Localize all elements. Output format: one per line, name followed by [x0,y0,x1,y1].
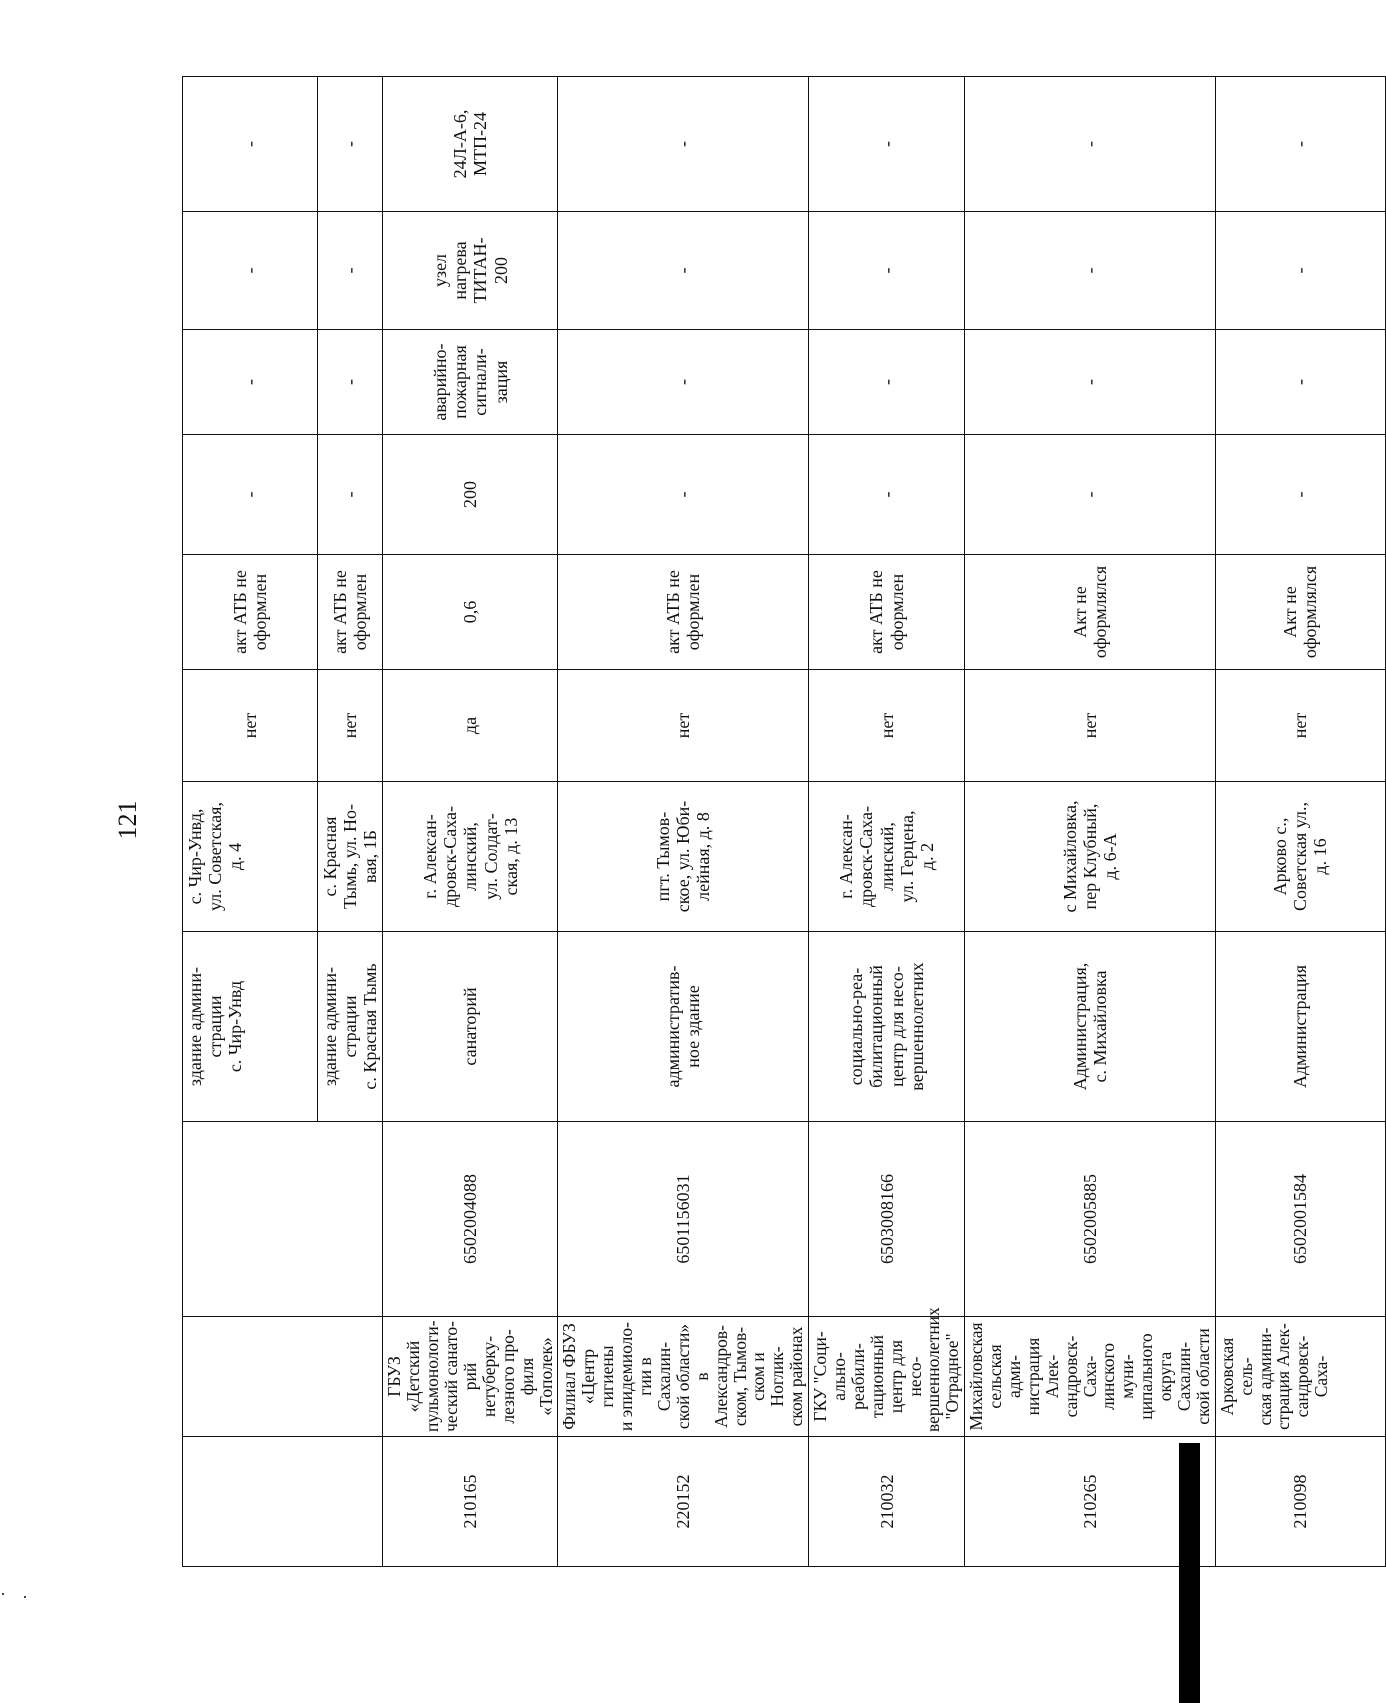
table-row [1215,77,1385,1567]
cell-line: акт АТБ не [663,570,684,654]
cell-line: с Михайловка, [1059,800,1080,913]
cell-line: Тымь, ул. Но- [340,804,361,909]
cell-alarm [383,330,558,435]
table-row [558,77,809,1567]
cell-line: ское, ул. Юби- [673,800,694,913]
cell-inn: 6503008166 [809,1122,965,1317]
cell-line: страция Алек- [1273,1323,1294,1430]
cell-line: линский, [876,822,897,891]
cell-line: акт АТБ не [866,570,887,654]
cell-line: Арково с., [1270,817,1291,896]
cell-line: филя «Тополек» [516,1337,556,1416]
scan-edge-bar [1179,1443,1200,1703]
cell-line: с. Красная Тымь [360,963,381,1090]
cell-alarm: - [1215,330,1385,435]
cell-line: г. Алексан- [420,814,441,899]
cell-line: в Александров- [691,1325,731,1428]
cell-line: пульмонологи- [422,1320,443,1432]
table-body [183,77,1386,1567]
cell-object [183,932,318,1122]
cell-line: д. 4 [225,842,246,871]
cell-line: рий нетуберку- [460,1335,499,1418]
cell-line: билитационный [866,965,887,1088]
cell-line: вершеннолетних [923,1307,944,1432]
cell-flag: нет [965,670,1216,782]
cell-line: ГБУЗ «Детский [384,1340,424,1413]
cell-line: нагрева [450,241,471,300]
cell-line: сельская адми- [985,1344,1024,1409]
cell-line: ской области [1192,1328,1213,1425]
cell-line: административ- [663,965,684,1088]
cell-line: Акт не [1280,586,1301,638]
cell-equip: - [1215,77,1385,212]
cell-power: - [558,435,809,555]
cell-line: «Центр гигиены [578,1345,618,1408]
cell-line: сандровск-Саха- [1060,1335,1100,1418]
cell-line: санаторий [460,987,481,1066]
cell-heat: - [558,212,809,330]
cell-line: оформлялся [1300,565,1321,659]
cell-line: гии в Сахалин- [635,1341,674,1412]
cell-line: Акт не [1069,586,1090,638]
cell-line: пер Клубный, [1079,803,1100,910]
cell-line: д. 2 [916,842,937,871]
cell-line: ская, д. 13 [500,817,521,896]
cell-alarm: - [318,330,383,435]
cell-equip: - [318,77,383,212]
cell-alarm: - [965,330,1216,435]
cell-line: Филиал ФБУЗ [559,1323,580,1430]
cell-inn: 6502004088 [383,1122,558,1317]
cell-line: с. Михайловка [1089,970,1110,1083]
cell-line: г. Алексан- [836,814,857,899]
cell-act [183,555,318,670]
cell-line: ГКУ "Соци- [810,1331,831,1422]
cell-line: линский, [460,822,481,891]
cell-code [183,1437,383,1567]
scan-mark [24,1596,26,1598]
cell-object [383,932,558,1122]
cell-line: пгт. Тымов- [653,811,674,902]
cell-line: ул. Герцена, [896,810,917,903]
cell-line: 0,6 [460,600,481,624]
cell-power: 200 [383,435,558,555]
cell-object [558,932,809,1122]
cell-line: центр для несо- [886,966,907,1087]
cell-line: оформлен [886,573,907,651]
cell-line: Администрация, [1069,962,1090,1091]
cell-act [809,555,965,670]
cell-line: дровск-Саха- [440,805,461,908]
cell-flag: нет [1215,670,1385,782]
cell-line: с. Чир-Унвд, [185,808,205,905]
cell-inn [183,1122,383,1317]
cell-line: дровск-Саха- [856,805,877,908]
table-row [809,77,965,1567]
cell-address [809,782,965,932]
cell-line: центр для несо- [885,1339,925,1414]
cell-line: оформлялся [1089,565,1110,659]
cell-line: сандровск-Саха- [1292,1335,1332,1418]
cell-line: ТИТАН- [470,237,491,304]
scan-mark [2,1593,4,1595]
cell-power: - [809,435,965,555]
cell-line: Администрация [1290,964,1311,1089]
cell-address [183,782,318,932]
cell-organization [965,1317,1216,1437]
cell-line: д. 16 [1310,838,1331,875]
cell-line: узел [430,253,451,288]
cell-line: здание админи- [320,966,340,1087]
page-number: 121 [113,800,142,840]
cell-line: ципального [1136,1333,1157,1420]
cell-organization [383,1317,558,1437]
cell-line: ческий санато- [441,1321,462,1432]
cell-line: ской области» [672,1323,693,1430]
cell-line: Советская ул., [1290,802,1311,911]
cell-heat: - [318,212,383,330]
cell-line: страции [340,995,361,1058]
cell-line: МТП-24 [470,112,491,176]
cell-line: ул. Солдат- [480,813,501,900]
cell-organization [809,1307,965,1437]
cell-line: страции [205,995,226,1058]
cell-act [558,555,809,670]
cell-heat: - [809,212,965,330]
cell-flag: нет [558,670,809,782]
cell-line: округа Сахалин- [1155,1341,1194,1412]
cell-line: нистрация Алек- [1022,1337,1062,1416]
cell-equip [383,77,558,212]
cell-code: 210265 [965,1437,1216,1567]
cell-object [1215,932,1385,1122]
cell-line: с. Чир-Унвд [225,980,246,1073]
cell-line: линского муни- [1098,1342,1138,1411]
cell-flag: нет [318,670,383,782]
cell-line: ально-реабили- [828,1343,868,1410]
cell-line: вершеннолетних [906,962,927,1091]
cell-line: вая, 1Б [360,830,381,883]
cell-line: д. 6-А [1100,833,1121,880]
cell-line: ском районах [786,1326,807,1427]
objects-table [182,76,1386,1567]
cell-code: 210098 [1215,1437,1385,1567]
cell-act [965,555,1216,670]
cell-line: пожарная [450,345,471,419]
cell-line: социально-реа- [846,967,867,1086]
cell-alarm: - [183,330,318,435]
cell-equip: - [558,77,809,212]
cell-equip: - [183,77,318,212]
cell-line: аварийно- [430,343,451,421]
cell-code: 210032 [809,1437,965,1567]
cell-line: с. Красная [320,816,340,897]
cell-heat: - [1215,212,1385,330]
cell-code: 210165 [383,1437,558,1567]
cell-code: 220152 [558,1437,809,1567]
cell-heat [383,212,558,330]
cell-line: ская админи- [1254,1327,1275,1426]
cell-flag: нет [809,670,965,782]
cell-line: ском, Тымов- [729,1326,750,1427]
cell-line: зация [490,360,511,404]
cell-alarm: - [558,330,809,435]
cell-heat: - [183,212,318,330]
cell-flag: нет [183,670,318,782]
cell-address [383,782,558,932]
cell-line: лезного про- [497,1329,518,1424]
cell-address [318,782,383,932]
cell-address [558,782,809,932]
cell-line: оформлен [250,573,270,651]
cell-line: акт АТБ не [229,570,250,654]
cell-address [965,782,1216,932]
cell-line: акт АТБ не [330,570,351,654]
cell-power: - [183,435,318,555]
cell-address [1215,782,1385,932]
cell-line: ском и Ноглик- [748,1346,788,1407]
cell-inn: 6502005885 [965,1122,1216,1317]
table-row [383,77,558,1567]
cell-heat: - [965,212,1216,330]
cell-line: 200 [490,257,511,284]
cell-organization [558,1317,809,1437]
cell-line: лейная, д. 8 [693,812,714,901]
cell-power: - [1215,435,1385,555]
cell-line: ул. Советская, [205,802,226,911]
cell-power: - [965,435,1216,555]
cell-line: оформлен [683,573,704,651]
cell-act [383,555,558,670]
cell-line: тационный [866,1335,887,1418]
cell-alarm: - [809,330,965,435]
cell-organization [183,1317,383,1437]
table-row [965,77,1216,1567]
cell-line: Арковская сель- [1216,1337,1256,1416]
cell-line: 24Л-А-6, [450,109,471,179]
cell-act [1215,555,1385,670]
cell-organization [1215,1317,1385,1437]
cell-inn: 6501156031 [558,1122,809,1317]
cell-flag: да [383,670,558,782]
cell-equip: - [965,77,1216,212]
cell-line: Михайловская [966,1322,987,1431]
cell-object [318,932,383,1122]
table-row [183,77,318,1567]
cell-line: "Отрадное" [942,1333,963,1420]
cell-object [965,932,1216,1122]
rotated-table-container [182,77,1332,1567]
cell-line: здание админи- [185,966,205,1087]
cell-line: оформлен [350,573,371,651]
cell-act [318,555,383,670]
cell-line: сигнали- [470,348,491,416]
cell-equip: - [809,77,965,212]
cell-inn: 6502001584 [1215,1122,1385,1317]
cell-power: - [318,435,383,555]
cell-line: и эпидемиоло- [616,1322,637,1431]
cell-object [809,932,965,1122]
cell-line: ное здание [683,985,704,1068]
